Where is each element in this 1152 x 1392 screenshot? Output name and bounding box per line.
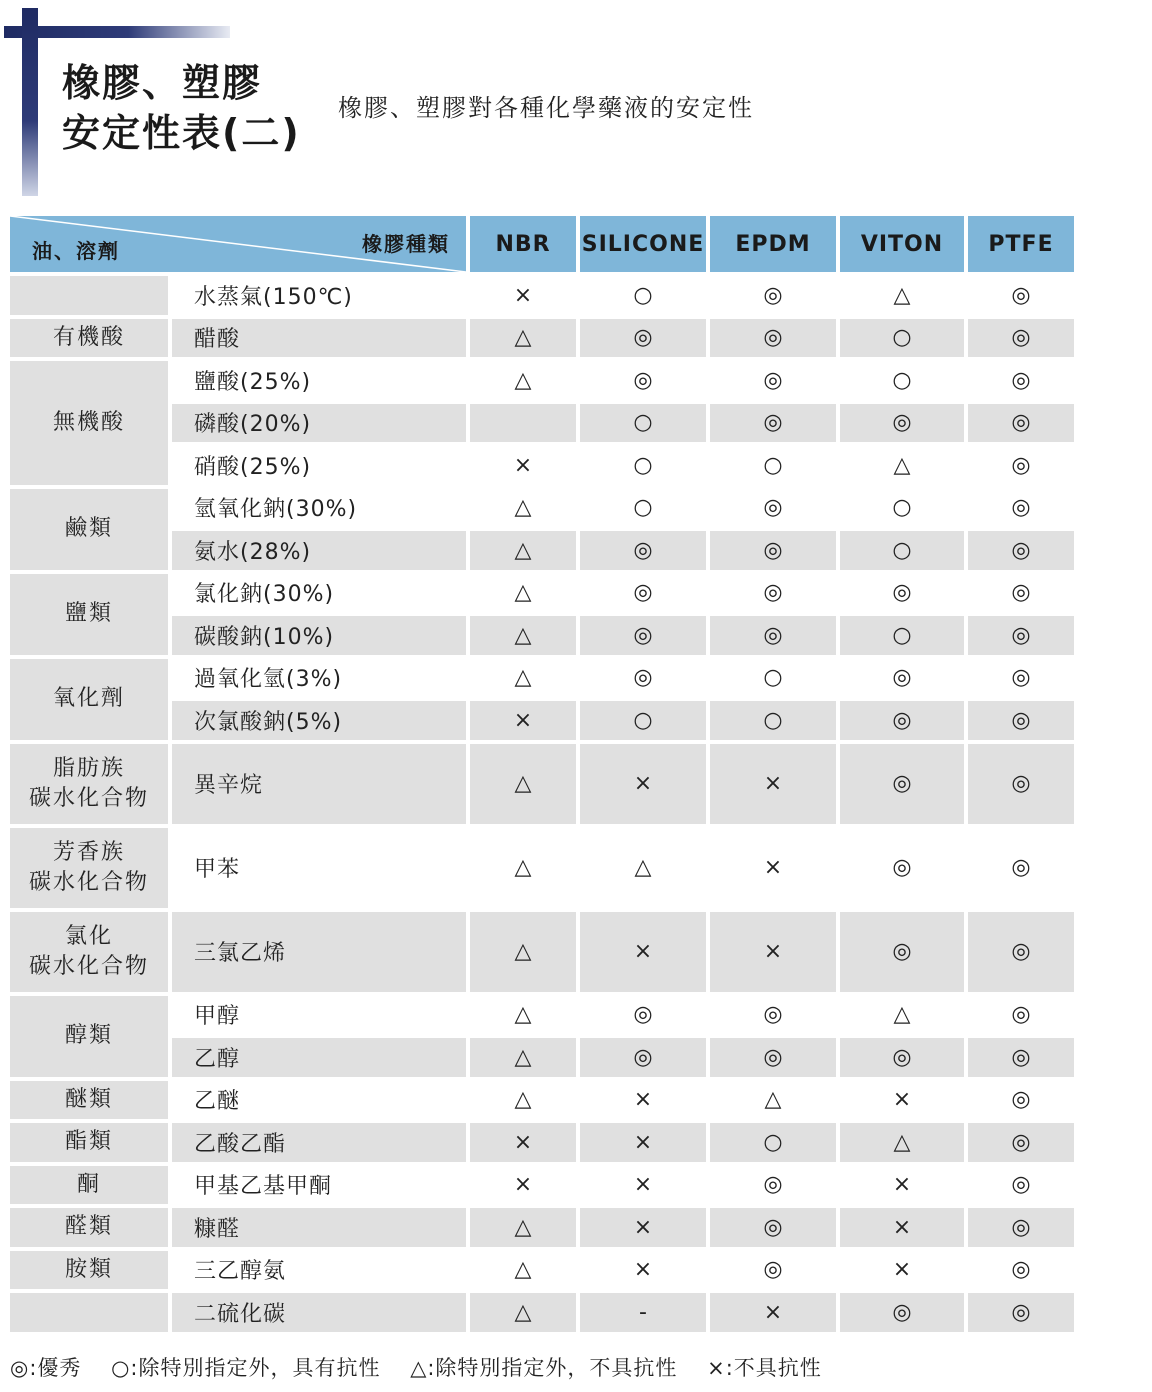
- category-cell: [10, 361, 168, 485]
- category-cell: [10, 828, 168, 908]
- rating-cell-ptfe: ◎: [968, 531, 1074, 570]
- rating-cell-epdm: ×: [710, 744, 836, 824]
- rating-cell-nbr: △: [470, 1208, 576, 1247]
- rating-cell-ptfe: ◎: [968, 701, 1074, 740]
- table-row: [10, 912, 1074, 992]
- corner-header: [10, 216, 466, 272]
- column-header-epdm: EPDM: [710, 216, 836, 272]
- category-cell: [10, 1166, 168, 1205]
- page-title: [62, 58, 301, 158]
- rating-cell-viton: ◎: [840, 744, 964, 824]
- chemical-name-cell: 水蒸氣(150℃): [172, 276, 466, 315]
- rating-cell-viton: ◎: [840, 1293, 964, 1332]
- chemical-name-cell: 氫氧化鈉(30%): [172, 489, 466, 528]
- rating-cell-ptfe: ◎: [968, 744, 1074, 824]
- rating-cell-silicone: ○: [580, 276, 706, 315]
- category-label: 碳水化合物: [28, 953, 149, 979]
- category-label: 醚類: [64, 1086, 113, 1112]
- rating-cell-viton: ◎: [840, 912, 964, 992]
- category-label: 氧化劑: [52, 686, 125, 711]
- rating-cell-silicone: ○: [580, 489, 706, 528]
- rating-cell-viton: ○: [840, 616, 964, 655]
- table-row: [10, 276, 1074, 315]
- chemical-name-cell: 甲基乙基甲酮: [172, 1166, 466, 1205]
- rating-cell-silicone: ◎: [580, 616, 706, 655]
- table-row: [10, 1208, 1074, 1247]
- rating-cell-silicone: ×: [580, 912, 706, 992]
- column-header-viton: VITON: [840, 216, 964, 272]
- category-cell: [10, 659, 168, 740]
- rating-cell-silicone: ◎: [580, 361, 706, 400]
- chemical-name-cell: 碳酸鈉(10%): [172, 616, 466, 655]
- chemical-name-cell: 氯化鈉(30%): [172, 574, 466, 613]
- rating-cell-nbr: △: [470, 574, 576, 613]
- table-row: [10, 531, 1074, 570]
- rating-cell-epdm: ○: [710, 1123, 836, 1162]
- rating-cell-silicone: ×: [580, 744, 706, 824]
- rating-cell-viton: ○: [840, 489, 964, 528]
- rating-cell-viton: △: [840, 1123, 964, 1162]
- rating-cell-nbr: △: [470, 1293, 576, 1332]
- rating-cell-epdm: ○: [710, 446, 836, 485]
- table-row: [10, 659, 1074, 698]
- rating-cell-viton: ×: [840, 1251, 964, 1290]
- table-row: [10, 574, 1074, 613]
- category-cell: [10, 1251, 168, 1290]
- category-label: 鹼類: [64, 516, 113, 541]
- rating-cell-silicone: ◎: [580, 996, 706, 1035]
- rating-cell-viton: ◎: [840, 404, 964, 443]
- table-row: [10, 1251, 1074, 1290]
- rating-cell-epdm: ×: [710, 828, 836, 908]
- rating-cell-nbr: △: [470, 912, 576, 992]
- rating-cell-ptfe: ◎: [968, 1166, 1074, 1205]
- rating-cell-nbr: △: [470, 828, 576, 908]
- rating-cell-silicone: ×: [580, 1166, 706, 1205]
- rating-cell-silicone: ×: [580, 1123, 706, 1162]
- category-label: 鹽類: [64, 601, 113, 626]
- table-row: [10, 1123, 1074, 1162]
- table-row: [10, 1293, 1074, 1332]
- rating-cell-nbr: ×: [470, 446, 576, 485]
- category-cell: [10, 1208, 168, 1247]
- rating-cell-nbr: ×: [470, 1166, 576, 1205]
- decorative-vertical-bar: [22, 8, 38, 196]
- column-header-silicone: SILICONE: [580, 216, 706, 272]
- category-label: 有機酸: [52, 324, 125, 350]
- rating-cell-silicone: ×: [580, 1081, 706, 1120]
- rating-cell-viton: ◎: [840, 701, 964, 740]
- rating-cell-epdm: ◎: [710, 489, 836, 528]
- rating-cell-ptfe: ◎: [968, 319, 1074, 358]
- rating-cell-epdm: ○: [710, 659, 836, 698]
- table-row: [10, 1166, 1074, 1205]
- category-label: 脂肪族: [52, 755, 125, 781]
- rating-cell-nbr: ×: [470, 1123, 576, 1162]
- rating-cell-epdm: ×: [710, 912, 836, 992]
- rating-cell-epdm: ◎: [710, 1166, 836, 1205]
- category-label: 醛類: [64, 1214, 113, 1240]
- rating-cell-silicone: ○: [580, 404, 706, 443]
- rating-cell-epdm: ◎: [710, 1251, 836, 1290]
- rating-cell-epdm: ◎: [710, 361, 836, 400]
- category-cell: [10, 912, 168, 992]
- page-title-line-1: 橡膠、塑膠: [62, 61, 263, 105]
- page-subtitle: 橡膠、塑膠對各種化學藥液的安定性: [338, 94, 754, 122]
- rating-cell-ptfe: ◎: [968, 276, 1074, 315]
- category-cell: [10, 1293, 168, 1332]
- rating-cell-epdm: ◎: [710, 996, 836, 1035]
- page-title-line-2: 安定性表(二): [62, 111, 301, 155]
- chemical-name-cell: 糠醛: [172, 1208, 466, 1247]
- table-row: [10, 828, 1074, 908]
- table-row: [10, 361, 1074, 400]
- chemical-name-cell: 氨水(28%): [172, 531, 466, 570]
- chemical-name-cell: 鹽酸(25%): [172, 361, 466, 400]
- category-cell: [10, 744, 168, 824]
- rating-cell-viton: ×: [840, 1166, 964, 1205]
- rating-cell-nbr: ×: [470, 701, 576, 740]
- table-row: [10, 489, 1074, 528]
- category-label: 碳水化合物: [28, 869, 149, 895]
- category-label: 酯類: [64, 1129, 113, 1155]
- rating-cell-viton: ○: [840, 319, 964, 358]
- category-label: 氯化: [64, 923, 113, 949]
- rating-cell-nbr: △: [470, 659, 576, 698]
- rating-cell-nbr: △: [470, 1081, 576, 1120]
- rating-cell-ptfe: ◎: [968, 1251, 1074, 1290]
- chemical-name-cell: 硝酸(25%): [172, 446, 466, 485]
- category-label: 碳水化合物: [28, 785, 149, 811]
- rating-cell-silicone: ○: [580, 701, 706, 740]
- rating-cell-nbr: △: [470, 1038, 576, 1077]
- rating-cell-epdm: ◎: [710, 574, 836, 613]
- rating-cell-viton: ○: [840, 531, 964, 570]
- rating-cell-ptfe: ◎: [968, 361, 1074, 400]
- chemical-name-cell: 次氯酸鈉(5%): [172, 701, 466, 740]
- legend-excellent: ◎:優秀: [10, 1356, 82, 1380]
- category-cell: [10, 574, 168, 655]
- category-label: 無機酸: [52, 409, 125, 435]
- table-row: [10, 996, 1074, 1035]
- rating-cell-nbr: △: [470, 744, 576, 824]
- rating-cell-viton: △: [840, 276, 964, 315]
- rating-cell-nbr: [470, 404, 576, 443]
- category-label: 芳香族: [52, 839, 125, 865]
- rating-cell-silicone: ×: [580, 1251, 706, 1290]
- rating-cell-viton: ×: [840, 1208, 964, 1247]
- chemical-name-cell: 乙醇: [172, 1038, 466, 1077]
- category-cell: [10, 276, 168, 315]
- rating-cell-viton: ○: [840, 361, 964, 400]
- rating-cell-ptfe: ◎: [968, 489, 1074, 528]
- rating-cell-silicone: △: [580, 828, 706, 908]
- rating-cell-ptfe: ◎: [968, 446, 1074, 485]
- rating-cell-ptfe: ◎: [968, 1208, 1074, 1247]
- rating-cell-ptfe: ◎: [968, 616, 1074, 655]
- chemical-name-cell: 甲醇: [172, 996, 466, 1035]
- legend-fair: △:除特別指定外，不具抗性: [410, 1356, 678, 1380]
- rating-cell-epdm: ◎: [710, 616, 836, 655]
- rating-cell-epdm: ◎: [710, 276, 836, 315]
- rating-cell-ptfe: ◎: [968, 912, 1074, 992]
- rating-cell-nbr: ×: [470, 276, 576, 315]
- chemical-name-cell: 乙醚: [172, 1081, 466, 1120]
- table-row: [10, 319, 1074, 358]
- category-label: 酮: [76, 1171, 101, 1197]
- rating-cell-silicone: ◎: [580, 1038, 706, 1077]
- category-cell: [10, 489, 168, 570]
- table-row: [10, 446, 1074, 485]
- chemical-name-cell: 過氧化氫(3%): [172, 659, 466, 698]
- category-cell: [10, 1081, 168, 1120]
- rating-cell-silicone: ◎: [580, 574, 706, 613]
- legend-poor: ×:不具抗性: [707, 1356, 822, 1380]
- chemical-name-cell: 三乙醇氨: [172, 1251, 466, 1290]
- table-row: [10, 1081, 1074, 1120]
- chemical-name-cell: 甲苯: [172, 828, 466, 908]
- rating-cell-viton: ◎: [840, 1038, 964, 1077]
- category-cell: [10, 319, 168, 358]
- rating-cell-nbr: △: [470, 489, 576, 528]
- chemical-name-cell: 二硫化碳: [172, 1293, 466, 1332]
- column-header-ptfe: PTFE: [968, 216, 1074, 272]
- chemical-name-cell: 磷酸(20%): [172, 404, 466, 443]
- rating-cell-nbr: △: [470, 996, 576, 1035]
- legend: [10, 1352, 844, 1382]
- category-cell: [10, 996, 168, 1077]
- rubber-type-label: 橡膠種類: [362, 232, 450, 256]
- rating-cell-ptfe: ◎: [968, 828, 1074, 908]
- rating-cell-silicone: ◎: [580, 319, 706, 358]
- rating-cell-ptfe: ◎: [968, 996, 1074, 1035]
- header-row: [10, 216, 1074, 272]
- rating-cell-viton: △: [840, 446, 964, 485]
- rating-cell-ptfe: ◎: [968, 1081, 1074, 1120]
- rating-cell-nbr: △: [470, 319, 576, 358]
- rating-cell-ptfe: ◎: [968, 1123, 1074, 1162]
- rating-cell-epdm: ◎: [710, 1038, 836, 1077]
- rating-cell-viton: ◎: [840, 659, 964, 698]
- rating-cell-epdm: ◎: [710, 1208, 836, 1247]
- category-label: 胺類: [64, 1256, 113, 1282]
- chemical-name-cell: 乙酸乙酯: [172, 1123, 466, 1162]
- rating-cell-ptfe: ◎: [968, 574, 1074, 613]
- rating-cell-ptfe: ◎: [968, 1038, 1074, 1077]
- rating-cell-silicone: ◎: [580, 659, 706, 698]
- stability-table: [6, 212, 1078, 1336]
- rating-cell-ptfe: ◎: [968, 659, 1074, 698]
- category-cell: [10, 1123, 168, 1162]
- table-row: [10, 1038, 1074, 1077]
- rating-cell-epdm: ×: [710, 1293, 836, 1332]
- table-row: [10, 616, 1074, 655]
- rating-cell-epdm: △: [710, 1081, 836, 1120]
- rating-cell-nbr: △: [470, 531, 576, 570]
- rating-cell-viton: ×: [840, 1081, 964, 1120]
- rating-cell-silicone: -: [580, 1293, 706, 1332]
- solvent-label: 油、溶劑: [32, 239, 120, 263]
- table-row: [10, 744, 1074, 824]
- table-row: [10, 701, 1074, 740]
- rating-cell-ptfe: ◎: [968, 404, 1074, 443]
- rating-cell-epdm: ○: [710, 701, 836, 740]
- legend-good: ○:除特別指定外，具有抗性: [111, 1356, 381, 1380]
- chemical-name-cell: 異辛烷: [172, 744, 466, 824]
- chemical-name-cell: 醋酸: [172, 319, 466, 358]
- rating-cell-nbr: △: [470, 616, 576, 655]
- rating-cell-silicone: ○: [580, 446, 706, 485]
- rating-cell-silicone: ◎: [580, 531, 706, 570]
- category-label: 醇類: [64, 1023, 113, 1048]
- rating-cell-epdm: ◎: [710, 319, 836, 358]
- rating-cell-viton: ◎: [840, 574, 964, 613]
- rating-cell-viton: △: [840, 996, 964, 1035]
- chemical-name-cell: 三氯乙烯: [172, 912, 466, 992]
- rating-cell-viton: ◎: [840, 828, 964, 908]
- column-header-nbr: NBR: [470, 216, 576, 272]
- rating-cell-nbr: △: [470, 1251, 576, 1290]
- rating-cell-epdm: ◎: [710, 404, 836, 443]
- rating-cell-ptfe: ◎: [968, 1293, 1074, 1332]
- rating-cell-silicone: ×: [580, 1208, 706, 1247]
- rating-cell-nbr: △: [470, 361, 576, 400]
- rating-cell-epdm: ◎: [710, 531, 836, 570]
- table-row: [10, 404, 1074, 443]
